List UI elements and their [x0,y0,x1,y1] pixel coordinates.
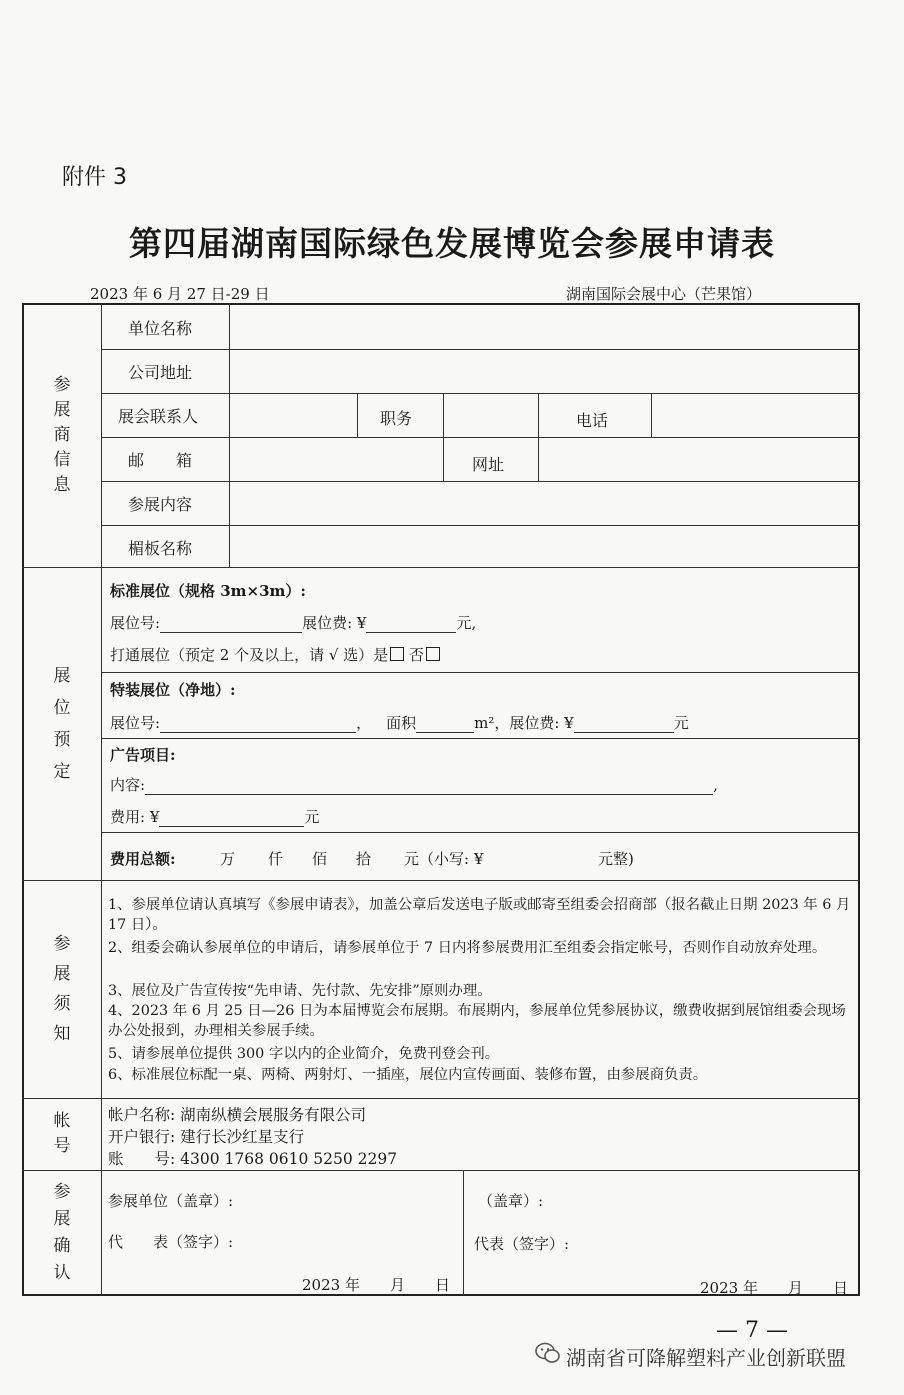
section-divider [22,1170,860,1171]
note-item: 2、组委会确认参展单位的申请后，请参展单位于 7 日内将参展费用汇至组委会指定帐号，否则作自动放弃处理。 [108,940,827,956]
account-bank: 开户银行: 建行长沙红星支行 [108,1128,305,1146]
standard-booth-row: 展位号: 展位费: ¥ 元, [110,614,477,632]
watermark: 湖南省可降解塑料产业创新联盟 [566,1346,846,1370]
col-line [229,303,230,567]
section-confirm: 参 展 确 认 [53,1182,71,1283]
note-item: 5、请参展单位提供 300 字以内的企业简介，免费刊登会刊。 [108,1046,500,1062]
total-end: 元整) [598,850,634,868]
note-item: 3、展位及广告宣传按“先申请、先付款、先安排”原则办理。 [108,983,492,999]
row-line [101,481,860,482]
yes-checkbox[interactable] [390,647,404,661]
attachment-label: 附件 3 [62,165,127,190]
account-name: 帐户名称: 湖南纵横会展服务有限公司 [108,1106,367,1124]
event-venue: 湖南国际会展中心（芒果馆） [566,285,762,303]
event-dates: 2023 年 6 月 27 日-29 日 [90,285,270,303]
account-number: 账 号: 4300 1768 0610 5250 2297 [108,1150,398,1168]
row-line [101,738,860,739]
row-line [101,832,860,833]
company-address-label: 公司地址 [128,363,193,382]
unit-name-label: 单位名称 [128,319,193,338]
section-booth-booking: 展 位 预 定 [53,665,71,782]
row-line [101,525,860,526]
website-label: 网址 [472,455,505,474]
ad-content-row: 内容: , [110,776,718,794]
special-booth-title: 特装展位（净地）: [110,681,236,699]
total-label: 费用总额: [110,850,176,868]
standard-booth-title: 标准展位（规格 3m×3m）: [110,582,306,600]
note-item: 1、参展单位请认真填写《参展申请表》，加盖公章后发送电子版或邮寄至组委会招商部（报名截止日期 2023 年 6 月 17 日）。 [108,897,851,933]
organizer-seal-label: （盖章）: [478,1192,544,1210]
ad-fee-row: 费用: ¥ 元 [110,808,320,826]
position-label: 职务 [380,409,413,428]
contact-label: 展会联系人 [118,407,199,426]
phone-label: 电话 [576,411,609,430]
total-unit: 元（小写: ¥ [404,850,484,868]
col-line [443,393,444,481]
section-divider [22,567,860,568]
email-label: 邮 箱 [128,451,193,470]
total-unit: 仟 [268,850,284,868]
merge-booth-row: 打通展位（预定 2 个及以上，请 √ 选）是 否 [110,644,440,665]
total-unit: 拾 [356,850,372,868]
section-divider [22,880,860,881]
page-title: 第四届湖南国际绿色发展博览会参展申请表 [129,224,775,263]
col-line [463,1170,464,1296]
representative-label: 代 表（签字）: [108,1233,234,1251]
no-checkbox[interactable] [426,647,440,661]
row-line [101,672,860,673]
special-booth-row: 展位号: ， 面积 m²，展位费: ¥ 元 [110,714,689,732]
col-line [357,393,358,437]
section-notes: 参 展 须 知 [53,934,71,1044]
fascia-label: 楣板名称 [128,539,193,558]
organizer-confirm-date: 2023 年 月 日 [700,1279,848,1297]
page-number: — 7 — [716,1318,788,1343]
wechat-icon [534,1339,562,1367]
row-line [101,349,860,350]
section-exhibitor-info: 参 展 商 信 息 [53,374,71,495]
total-unit: 佰 [312,850,328,868]
col-line [538,393,539,481]
organizer-representative-label: 代表（签字）: [474,1235,570,1253]
note-item: 6、标准展位标配一桌、两椅、两射灯、一插座，展位内宣传画面、装修布置，由参展商负责。 [108,1067,708,1083]
ad-title: 广告项目: [110,746,176,764]
total-unit: 万 [220,850,236,868]
note-item: 4、2023 年 6 月 25 日—26 日为本届博览会布展期。布展期内，参展单位凭参展协议，缴费收据到展馆组委会现场办公处报到，办理相关参展手续。 [108,1003,846,1039]
section-divider [22,1098,860,1099]
row-line [101,393,860,394]
unit-seal-label: 参展单位（盖章）: [108,1192,234,1210]
section-account: 帐 号 [53,1111,71,1156]
confirm-date: 2023 年 月 日 [302,1276,450,1294]
row-line [101,437,860,438]
content-label: 参展内容 [128,495,193,514]
col-line [651,393,652,437]
